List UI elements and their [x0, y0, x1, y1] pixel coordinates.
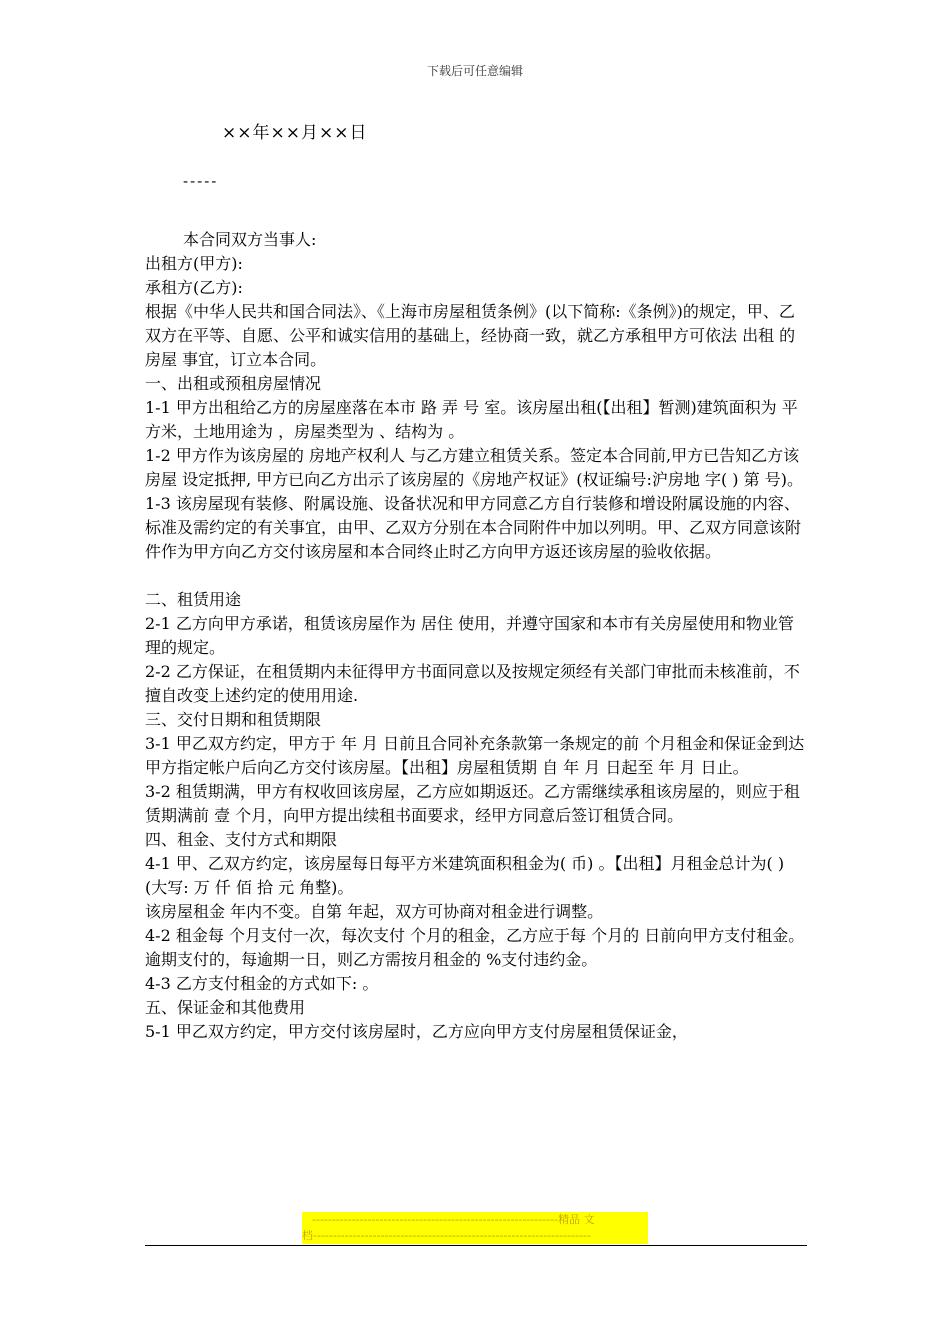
contract-body: [145, 228, 807, 1044]
section-heading-2: 二、租赁用途: [145, 590, 242, 609]
clause-3-2: 3-2 租赁期满，甲方有权收回该房屋，乙方应如期返还。乙方需继续承租该房屋的，则应于租赁期满前 壹 个月，向甲方提出续租书面要求，经甲方同意后签订租赁合同。: [145, 782, 800, 825]
section-heading-1: 一、出租或预租房屋情况: [145, 374, 322, 393]
footer-line-1: --------------------------------------------------------------精品 文: [312, 1213, 595, 1226]
clause-3-1: 3-1 甲乙双方约定，甲方于 年 月 日前且合同补充条款第一条规定的前 个月租金和保证金到达甲方指定帐户后向乙方交付该房屋。【出租】房屋租赁期 自 年 月 日起至 年 月 日止。: [145, 734, 805, 777]
clause-1-1: 1-1 甲方出租给乙方的房屋座落在本市 路 弄 号 室。该房屋出租(【出租】暂测)建筑面积为 平方米，土地用途为 ，房屋类型为 、结构为 。: [145, 398, 798, 441]
section-heading-5: 五、保证金和其他费用: [145, 998, 306, 1017]
page-header: 下载后可任意编辑: [426, 64, 523, 78]
clause-2-1: 2-1 乙方向甲方承诺，租赁该房屋作为 居住 使用，并遵守国家和本市有关房屋使用和物业管理的规定。: [145, 614, 795, 657]
clause-4-1: 4-1 甲、乙双方约定，该房屋每日每平方米建筑面积租金为( 币) 。【出租】月租金总计为( ) (大写: 万 仟 佰 拾 元 角整)。: [145, 854, 785, 897]
footer-highlight: [302, 1212, 648, 1244]
section-heading-4: 四、租金、支付方式和期限: [145, 830, 338, 849]
blank-line: [145, 564, 807, 588]
lessor-line: 出租方(甲方):: [145, 254, 243, 273]
clause-1-3: 1-3 该房屋现有装修、附属设施、设备状况和甲方同意乙方自行装修和增设附属设施的内容、标准及需约定的有关事宜，由甲、乙双方分别在本合同附件中加以列明。甲、乙双方同意该附件作为甲方向乙方交付该房屋和本合同终止时乙方向甲方返还该房屋的验收依据。: [145, 494, 802, 561]
dash-separator: -----: [183, 172, 219, 190]
footer-line-2: 档----------------------------------------------------------------------: [302, 1229, 591, 1242]
clause-5-1: 5-1 甲乙双方约定，甲方交付该房屋时，乙方应向甲方支付房屋租赁保证金，: [145, 1022, 688, 1041]
date-line: ××年××月××日: [222, 123, 368, 143]
rent-adjustment-line: 该房屋租金 年内不变。自第 年起，双方可协商对租金进行调整。: [145, 902, 604, 921]
footer-rule: [145, 1245, 807, 1246]
clause-4-3: 4-3 乙方支付租金的方式如下: 。: [145, 974, 379, 993]
clause-1-2: 1-2 甲方作为该房屋的 房地产权利人 与乙方建立租赁关系。签定本合同前,甲方已告知乙方该房屋 设定抵押, 甲方已向乙方出示了该房屋的《房地产权证》(权证编号:沪房地 字( ) 第 号)。: [145, 446, 803, 489]
parties-heading: 本合同双方当事人:: [183, 230, 317, 249]
section-heading-3: 三、交付日期和租赁期限: [145, 710, 322, 729]
preamble-paragraph: 根据《中华人民共和国合同法》、《上海市房屋租赁条例》(以下简称:《条例》)的规定，甲、乙双方在平等、自愿、公平和诚实信用的基础上，经协商一致，就乙方承租甲方可依法 出租 的 房屋 事宜，订立本合同。: [145, 302, 796, 369]
clause-2-2: 2-2 乙方保证，在租赁期内未征得甲方书面同意以及按规定须经有关部门审批而未核准前，不擅自改变上述约定的使用用途.: [145, 662, 800, 705]
lessee-line: 承租方(乙方):: [145, 278, 243, 297]
clause-4-2: 4-2 租金每 个月支付一次，每次支付 个月的租金，乙方应于每 个月的 日前向甲方支付租金。逾期支付的，每逾期一日，则乙方需按月租金的 %支付违约金。: [145, 926, 805, 969]
